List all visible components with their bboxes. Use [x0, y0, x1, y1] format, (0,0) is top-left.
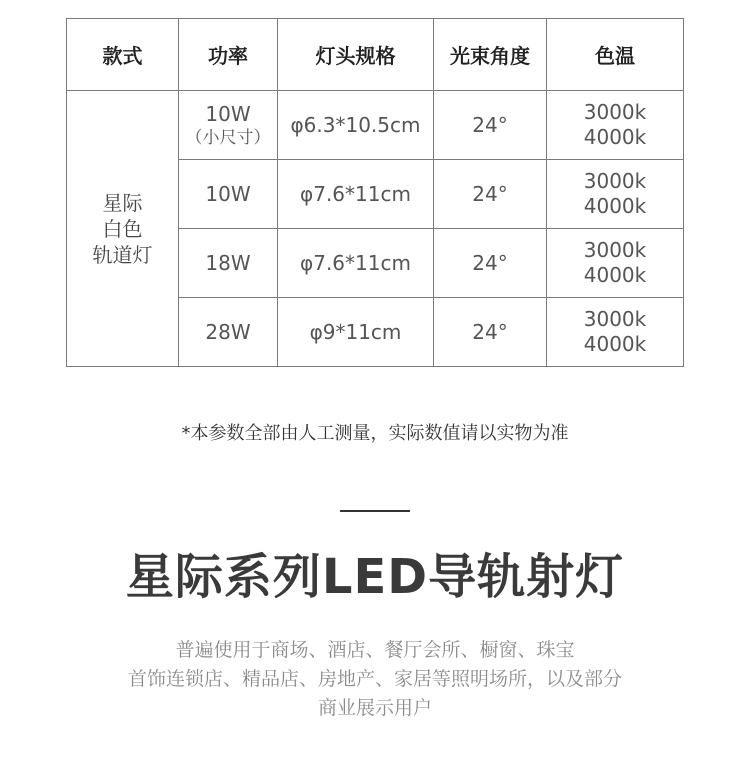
- angle-cell: 24°: [434, 91, 547, 160]
- temp-value: 4000k: [583, 125, 647, 149]
- power-cell: 10W: [179, 160, 278, 229]
- header-model: 款式: [67, 19, 179, 91]
- power-cell: 28W: [179, 298, 278, 367]
- model-cell: [67, 91, 179, 367]
- product-headline: 星际系列LED导轨射灯: [125, 549, 625, 605]
- product-description: [60, 636, 690, 723]
- size-cell: φ7.6*11cm: [278, 229, 434, 298]
- size-cell: φ6.3*10.5cm: [278, 91, 434, 160]
- temp-value: 4000k: [583, 194, 647, 218]
- section-divider: [340, 510, 410, 512]
- spec-table: [66, 18, 684, 367]
- measurement-note: *本参数全部由人工测量，实际数值请以实物为准: [181, 423, 569, 444]
- header-beam-angle: 光束角度: [434, 19, 547, 91]
- header-power: 功率: [179, 19, 278, 91]
- temp-value: 3000k: [583, 169, 647, 193]
- temp-cell: [547, 229, 684, 298]
- temp-value: 3000k: [583, 307, 647, 331]
- size-cell: φ9*11cm: [278, 298, 434, 367]
- header-size: 灯头规格: [278, 19, 434, 91]
- temp-value: 3000k: [583, 100, 647, 124]
- description-line: 商业展示用户: [317, 697, 432, 719]
- table-header-row: [67, 19, 684, 91]
- power-cell: 18W: [179, 229, 278, 298]
- power-note: （小尺寸）: [185, 127, 271, 148]
- power-value: 10W: [205, 101, 251, 126]
- description-line: 普遍使用于商场、酒店、餐厅会所、橱窗、珠宝: [175, 639, 575, 661]
- angle-cell: 24°: [434, 298, 547, 367]
- table-row: [67, 91, 684, 160]
- temp-cell: [547, 91, 684, 160]
- temp-cell: [547, 160, 684, 229]
- temp-value: 3000k: [583, 238, 647, 262]
- angle-cell: 24°: [434, 160, 547, 229]
- header-color-temp: 色温: [547, 19, 684, 91]
- size-cell: φ7.6*11cm: [278, 160, 434, 229]
- power-cell: [179, 91, 278, 160]
- temp-value: 4000k: [583, 263, 647, 287]
- temp-value: 4000k: [583, 332, 647, 356]
- angle-cell: 24°: [434, 229, 547, 298]
- description-line: 首饰连锁店、精品店、房地产、家居等照明场所，以及部分: [127, 668, 622, 690]
- model-line: 星际: [102, 190, 143, 215]
- temp-cell: [547, 298, 684, 367]
- model-line: 白色: [102, 216, 143, 241]
- model-line: 轨道灯: [92, 242, 153, 267]
